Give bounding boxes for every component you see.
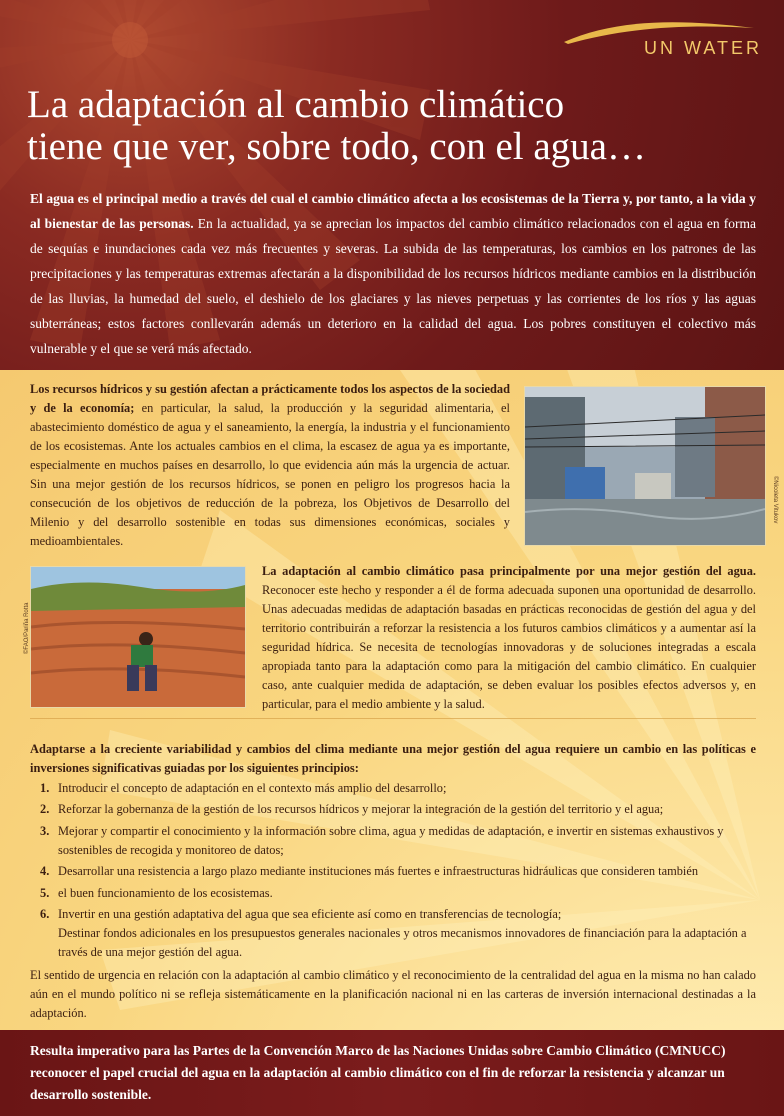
section-adaptation [262, 562, 756, 714]
list-item-text: el buen funcionamiento de los ecosistemas. [58, 885, 273, 900]
principles-intro: Adaptarse a la creciente variabilidad y cambios del clima mediante una mejor gestión del agua requiere un cambio en las políticas e inversiones significativas guiadas por los siguientes principios: [30, 742, 756, 775]
list-item-text: Invertir en una gestión adaptativa del agua que sea eficiente así como en transferencias de tecnología; [58, 906, 562, 921]
list-item [30, 905, 756, 962]
photo1-credit: ©Nicoleta Vitukov [772, 476, 778, 524]
intro-text: En la actualidad, ya se aprecian los impactos del cambio climático relacionados con el agua en forma de sequías e inundaciones cada vez más frecuentes y severas. La subida de las temperaturas, los cambios en los patrones de las precipitaciones y las temperaturas extremas afectarán a la disponibilidad de los recursos hídricos mediante cambios en la distribución de las lluvias, la humedad del suelo, el deshielo de los glaciares y las nieves perpetuas y las corrientes de los ríos y las aguas subterráneas; estos factores conllevarán además un deterioro en la calidad del agua. Los pobres constituyen el colectivo más vulnerable y el que se verá más afectado. [30, 216, 756, 356]
list-item-continuation: Destinar fondos adicionales en los presupuestos generales nacionales y otros mecanismos innovadores de financiación para la adaptación a través de una mejor gestión del agua. [58, 925, 747, 959]
list-item-number: 1. [40, 781, 50, 795]
list-item [30, 822, 756, 860]
list-item [30, 779, 756, 798]
section-divider [30, 718, 756, 719]
section2-bold: La adaptación al cambio climático pasa principalmente por una mejor gestión del agua. [262, 564, 756, 578]
intro-paragraph [30, 186, 756, 361]
list-item-text: Mejorar y compartir el conocimiento y la información sobre clima, agua y medidas de adaptación, e invertir en sistemas exhaustivos y sostenibles de recogida y monitoreo de datos; [58, 823, 724, 857]
section1-bold: Los recursos hídricos y su gestión afectan a prácticamente todos los aspectos de la sociedad y de la economía; [30, 382, 510, 415]
intro-bold: El agua es el principal medio a través del cual el cambio climático afecta a los ecosistemas de la Tierra y, por tanto, a la vida y al bienestar de las personas. [30, 191, 756, 231]
list-item [30, 884, 756, 903]
title-line-2: tiene que ver, sobre todo, con el agua… [27, 125, 646, 168]
list-item-text: Desarrollar una resistencia a largo plazo mediante instituciones más fuertes e infraestructuras hidráulicas que consideren también [58, 864, 699, 879]
list-item-number: 6. [40, 906, 50, 921]
farmer-field-photo [30, 566, 246, 708]
principles-list [30, 779, 756, 964]
list-item-number: 3. [40, 823, 50, 838]
section2-text: Reconocer este hecho y responder a él de forma adecuada suponen una oportunidad de desarrollo. Unas adecuadas medidas de adaptación basadas en prácticas reconocidas de gestión del agua y del territorio contribuirán a reforzar la resistencia a los futuros cambios climáticos y a aumentar así la seguridad hídrica. Se necesita de tecnologías innovadoras y de soluciones integradas a escala apropiada tanto para la adaptación como para la mitigación del cambio climático. En cualquier caso, ante cualquier medida de adaptación, se deben evaluar los posibles efectos adversos y, en particular, para el medio ambiente y la salud. [262, 583, 756, 711]
footer-call-to-action: Resulta imperativo para las Partes de la Convención Marco de las Naciones Unidas sobre Cambio Climático (CMNUCC) reconocer el papel crucial del agua en la adaptación al cambio climático con el fin de reforzar la resistencia y alcanzar un desarrollo sostenible. [30, 1043, 726, 1102]
flooded-street-photo [524, 386, 766, 546]
list-item-number: 2. [40, 802, 50, 817]
list-item-text: Reforzar la gobernanza de la gestión de los recursos hídricos y mejorar la integración de la gestión del territorio y el agua; [58, 802, 664, 817]
page-title [27, 84, 767, 168]
list-item [30, 800, 756, 819]
section-water-resources [30, 380, 510, 551]
list-item-text: Introducir el concepto de adaptación en el contexto más amplio del desarrollo; [58, 781, 447, 795]
list-item-number: 4. [40, 864, 50, 879]
list-item [30, 862, 756, 881]
photo2-credit: ©FAO/Pariña Rotta [24, 602, 30, 654]
section1-text: en particular, la salud, la producción y la seguridad alimentaria, el abastecimiento doméstico de agua y el saneamiento, la energía, la industria y el funcionamiento de los ecosistemas. Ante los actuales cambios en el clima, la escasez de agua ya es importante, especialmente en muchos países en desarrollo, lo que evidencia aún más la urgencia de actuar. Sin una mejor gestión de los recursos hídricos, se ponen en peligro los progresos hacia la consecución de los objetivos de reducción de la pobreza, los Objetivos de Desarrollo del Milenio y del desarrollo sostenible en todas sus dimensiones económicas, sociales y medioambientales. [30, 401, 510, 548]
title-line-1: La adaptación al cambio climático [27, 83, 565, 126]
urgency-paragraph: El sentido de urgencia en relación con la adaptación al cambio climático y el reconocimiento de la centralidad del agua en la misma no han calado aún en el mundo político ni se refleja sistemáticamente en la planificación nacional ni en las carteras de inversión internacional destinadas a la adaptación. [30, 968, 756, 1020]
list-item-number: 5. [40, 885, 50, 900]
un-water-logo-text: UN WATER [644, 38, 762, 58]
